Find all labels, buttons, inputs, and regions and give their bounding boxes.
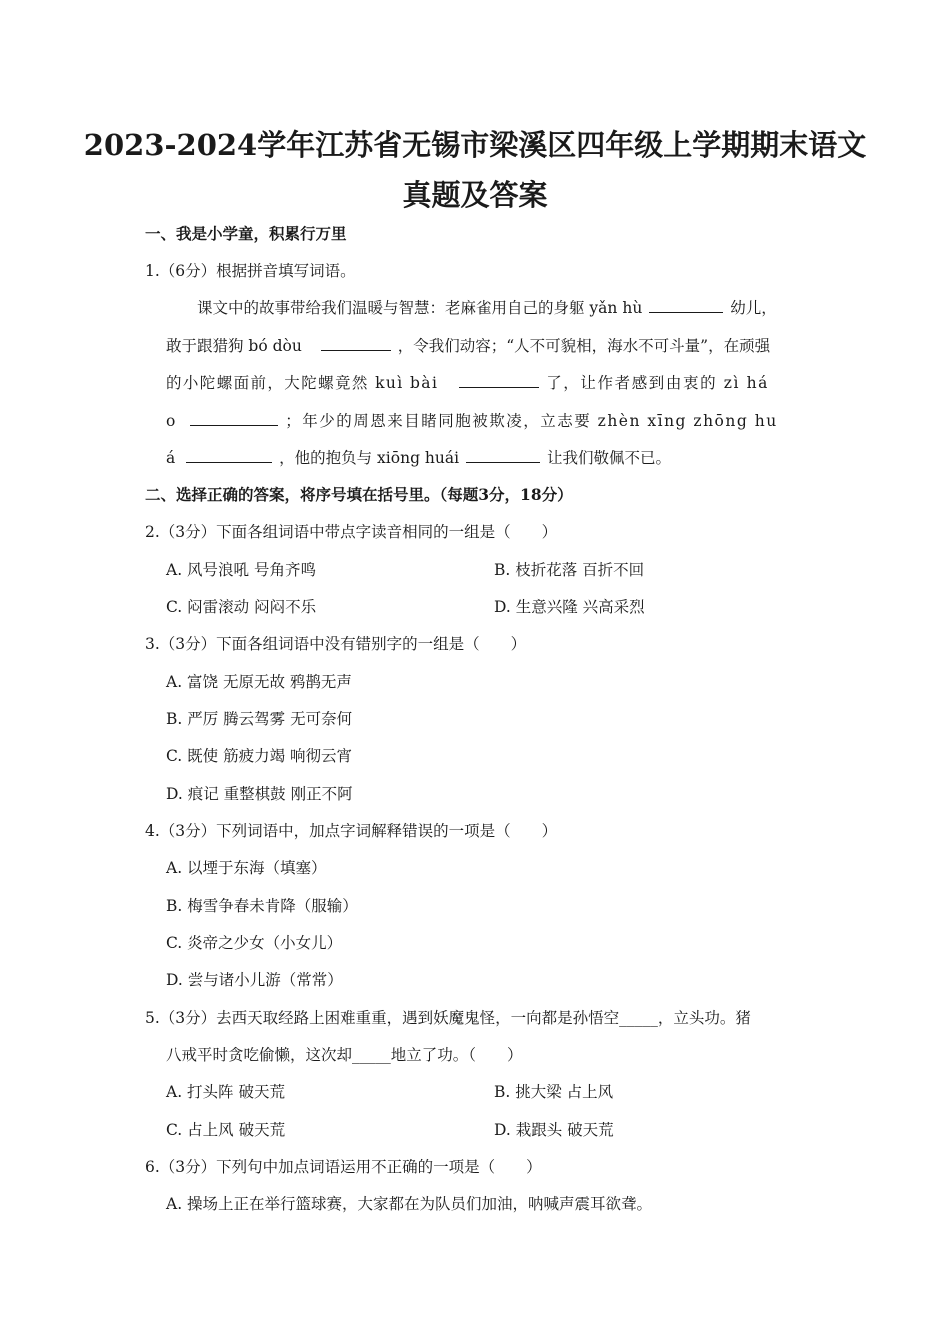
answer-blank[interactable] [466, 448, 540, 463]
q1-text: o [166, 412, 176, 430]
q1-text: ；年少的周恩来目睹同胞被欺凌，立志要 zhèn xīng zhōng hu [285, 412, 778, 430]
q1-text: 了，让作者感到由衷的 zì há [546, 374, 769, 392]
q1-text: 敢于跟猎狗 bó dòu [166, 337, 302, 355]
q1-paragraph-line2 [166, 336, 770, 356]
document-title-line2: 真题及答案 [402, 178, 548, 212]
section1-heading: 一、我是小学童，积累行万里 [145, 224, 347, 243]
q5-stem: 5.（3分）去西天取经路上困难重重，遇到妖魔鬼怪，一向都是孙悟空_____，立头功。猪 [145, 1009, 751, 1027]
q2-stem: 2.（3分）下面各组词语中带点字读音相同的一组是（ ） [145, 523, 558, 541]
q1-text: 让我们敬佩不已。 [546, 449, 671, 467]
q1-text: á [166, 449, 176, 467]
q4-option-c[interactable]: C. 炎帝之少女（小女儿） [166, 934, 343, 952]
answer-blank[interactable] [321, 336, 391, 351]
q5-option-c[interactable]: C. 占上风 破天荒 [166, 1121, 286, 1139]
q1-text: ，他的抱负与 xiōng huái [279, 449, 460, 467]
q6-stem: 6.（3分）下列句中加点词语运用不正确的一项是（ ） [145, 1158, 542, 1176]
q1-text: 幼儿， [730, 299, 777, 317]
q1-paragraph-line1 [197, 298, 777, 318]
answer-blank[interactable] [190, 411, 278, 426]
q5-option-b[interactable]: B. 挑大梁 占上风 [494, 1083, 614, 1101]
q3-option-c[interactable]: C. 既使 筋疲力竭 响彻云宵 [166, 747, 353, 765]
q4-option-d[interactable]: D. 尝与诸小儿游（常常） [166, 971, 343, 989]
q2-option-c[interactable]: C. 闷雷滚动 闷闷不乐 [166, 598, 317, 616]
answer-blank[interactable] [649, 298, 723, 313]
q1-text: 的小陀螺面前，大陀螺竟然 kuì bài [166, 374, 439, 392]
q1-paragraph-line5 [166, 448, 671, 468]
q3-stem: 3.（3分）下面各组词语中没有错别字的一组是（ ） [145, 635, 527, 653]
q1-text: 课文中的故事带给我们温暖与智慧：老麻雀用自己的身躯 yǎn hù [197, 299, 643, 317]
section2-heading: 二、选择正确的答案，将序号填在括号里。（每题3分，18分） [145, 485, 573, 504]
q1-paragraph-line4 [166, 411, 778, 431]
q2-option-b[interactable]: B. 枝折花落 百折不回 [494, 561, 645, 579]
answer-blank[interactable] [459, 373, 539, 388]
q4-option-a[interactable]: A. 以堙于东海（填塞） [166, 859, 327, 877]
q5-stem-continued: 八戒平时贪吃偷懒，这次却_____地立了功。（ ） [166, 1046, 523, 1064]
q1-text: ，令我们动容；“人不可貌相，海水不可斗量”，在顽强 [397, 337, 771, 355]
q3-option-a[interactable]: A. 富饶 无原无故 鸦鹊无声 [166, 673, 352, 691]
answer-blank[interactable] [186, 448, 272, 463]
q3-option-d[interactable]: D. 痕记 重整棋鼓 刚正不阿 [166, 785, 353, 803]
q5-option-d[interactable]: D. 栽跟头 破天荒 [494, 1121, 614, 1139]
q4-option-b[interactable]: B. 梅雪争春未肯降（服输） [166, 897, 358, 915]
q4-stem: 4.（3分）下列词语中，加点字词解释错误的一项是（ ） [145, 822, 558, 840]
q2-option-a[interactable]: A. 风号浪吼 号角齐鸣 [166, 561, 316, 579]
q5-option-a[interactable]: A. 打头阵 破天荒 [166, 1083, 285, 1101]
document-title-line1: 2023-2024学年江苏省无锡市梁溪区四年级上学期期末语文 [83, 128, 867, 162]
q1-stem: 1.（6分）根据拼音填写词语。 [145, 262, 356, 280]
q2-option-d[interactable]: D. 生意兴隆 兴高采烈 [494, 598, 645, 616]
q1-paragraph-line3 [166, 373, 769, 393]
q6-option-a[interactable]: A. 操场上正在举行篮球赛，大家都在为队员们加油，呐喊声震耳欲聋。 [166, 1195, 653, 1213]
q3-option-b[interactable]: B. 严厉 腾云驾雾 无可奈何 [166, 710, 353, 728]
